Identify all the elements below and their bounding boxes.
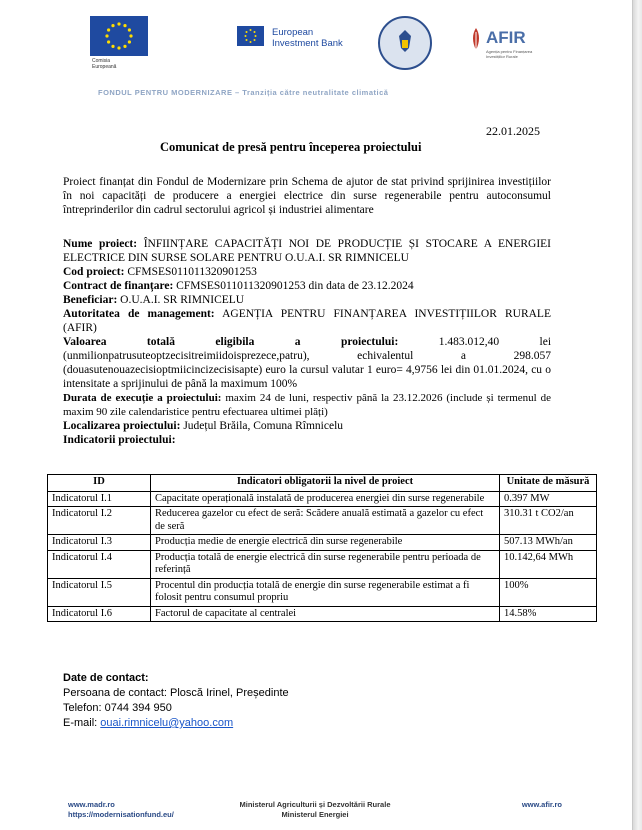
eu-label (92, 58, 116, 70)
table-row (48, 606, 597, 622)
eu-label-line1: Comisia (92, 58, 111, 64)
intro-text: Proiect finanțat din Fondul de Modernizare prin Schema de ajutor de stat privind sprijinirea investițiilor în noi capacități de producere a energiei electrice din surse regenerabile pentru autoconsumul întreprinderilor din cadrul sectorului agricol și industriei alimentare (63, 176, 551, 216)
cell-unit: 10.142,64 MWh (500, 550, 597, 578)
indicators-table (47, 474, 597, 622)
table-row (48, 550, 597, 578)
footer-afir-link[interactable]: www.afir.ro (521, 800, 562, 809)
footer-ministry-energy: Ministerul Energiei (281, 810, 349, 819)
email-link[interactable]: ouai.rimnicelu@yahoo.com (100, 717, 234, 729)
eib-label-line1: European (272, 27, 314, 38)
beneficiary-value: O.U.A.I. SR RIMNICELU (120, 294, 245, 306)
eib-label (272, 27, 343, 49)
eu-label-line2: Europeană (92, 64, 117, 70)
header-id: ID (48, 475, 151, 492)
table-row (48, 578, 597, 606)
cell-id: Indicatorul I.2 (48, 507, 151, 535)
cell-indicator: Producția totală de energie electrică din surse regenerabile pentru perioada de referință (151, 550, 500, 578)
eib-label-line2: Investment Bank (272, 38, 343, 49)
letterhead (0, 0, 632, 105)
location-value: Județul Brăila, Comuna Rîmnicelu (183, 420, 344, 432)
project-code-value: CFMSES011011320901253 (127, 266, 257, 278)
footer-modernisationfund-link[interactable]: https://modernisationfund.eu/ (68, 810, 174, 819)
value-text: 1.483.012,40 lei (unmilionpatrusuteoptzecisitreimiidoisprezece,patru), echivalentul a 298.057 (douasutenouazecisioptmiicincizecisisapte) euro la cursul valutar 1 euro= 4,9756 lei din 01.01.2024, cu o intensitate a sprijinului de până la maximum 100% (63, 336, 552, 390)
contract-value: CFMSES011011320901253 din data de 23.12.2024 (176, 280, 414, 292)
afir-subtitle: Agenția pentru Finanțarea Investițiilor Rurale (486, 49, 533, 59)
project-code-row (63, 265, 551, 279)
project-code-label: Cod proiect: (63, 266, 125, 278)
document-date: 22.01.2025 (486, 124, 540, 138)
contact-phone: Telefon: 0744 394 950 (63, 702, 172, 714)
eagle-crest-icon (380, 18, 430, 68)
duration-label: Durata de execuție a proiectului: (63, 392, 222, 404)
fund-tagline: FONDUL PENTRU MODERNIZARE – Tranziția către neutralitate climatică (98, 88, 389, 97)
eu-flag-logo (90, 16, 148, 56)
cell-id: Indicatorul I.5 (48, 578, 151, 606)
header-indicator: Indicatori obligatorii la nivel de proiect (151, 475, 500, 492)
eib-stars-icon (237, 26, 264, 46)
table-header-row (48, 475, 597, 492)
table-row (48, 535, 597, 551)
value-row (63, 335, 551, 391)
cell-id: Indicatorul I.3 (48, 535, 151, 551)
eib-logo (237, 26, 264, 46)
authority-row (63, 307, 551, 335)
document-title: Comunicat de presă pentru începerea proiectului (160, 140, 422, 154)
location-row (63, 419, 551, 433)
duration-value: maxim 24 de luni, respectiv până la 23.12.2026 (include și termenul de maxim 90 zile calendaristice pentru efectuarea ultimei plăți) (63, 392, 551, 418)
cell-unit: 507.13 MWh/an (500, 535, 597, 551)
cell-unit: 310.31 t CO2/an (500, 507, 597, 535)
project-name-value: ÎNFIINȚARE CAPACITĂȚI NOI DE PRODUCȚIE ȘI STOCARE A ENERGIEI ELECTRICE DIN SURSE SOLARE PENTRU O.U.A.I. SR RIMNICELU (63, 238, 551, 264)
footer-ministry-agriculture: Ministerul Agriculturii și Dezvoltării Rurale (239, 800, 391, 809)
cell-unit: 0.397 MW (500, 491, 597, 507)
cell-indicator: Procentul din producția totală de energie din surse regenerabile estimat a fi folosit pentru consumul propriu (151, 578, 500, 606)
beneficiary-label: Beneficiar: (63, 294, 118, 306)
table-row (48, 491, 597, 507)
page-footer (68, 800, 562, 820)
page-edge-shadow (632, 0, 642, 830)
afir-wheat-icon (468, 26, 484, 52)
eu-stars-icon (90, 16, 148, 56)
intro-paragraph (63, 175, 551, 217)
footer-madr-link[interactable]: www.madr.ro (68, 800, 115, 809)
email-label: E-mail: (63, 717, 101, 729)
duration-row (63, 391, 551, 419)
table-row (48, 507, 597, 535)
cell-id: Indicatorul I.4 (48, 550, 151, 578)
cell-unit: 14.58% (500, 606, 597, 622)
header-unit: Unitate de măsură (500, 475, 597, 492)
contact-heading: Date de contact: (63, 672, 149, 684)
value-label: Valoarea totală eligibila a proiectului: (63, 336, 399, 348)
project-details (63, 237, 551, 447)
authority-value: AGENȚIA PENTRU FINANȚAREA INVESTIȚIILOR RURALE (AFIR) (63, 308, 551, 334)
contract-label: Contract de finanțare: (63, 280, 174, 292)
cell-id: Indicatorul I.1 (48, 491, 151, 507)
cell-indicator: Factorul de capacitate al centralei (151, 606, 500, 622)
footer-row-2 (68, 810, 562, 820)
contract-row (63, 279, 551, 293)
project-name-label: Nume proiect: (63, 238, 138, 250)
cell-indicator: Reducerea gazelor cu efect de seră: Scădere anuală estimată a gazelor cu efect de seră (151, 507, 500, 535)
authority-label: Autoritatea de management: (63, 308, 215, 320)
contact-email-row (63, 717, 289, 729)
footer-row-1 (68, 800, 562, 810)
beneficiary-row (63, 293, 551, 307)
project-name-row (63, 237, 551, 265)
cell-unit: 100% (500, 578, 597, 606)
contact-person: Persoana de contact: Ploscă Irinel, Președinte (63, 687, 289, 699)
cell-indicator: Producția medie de energie electrică din surse regenerabile (151, 535, 500, 551)
afir-logo-text: AFIR (486, 28, 526, 47)
location-label: Localizarea proiectului: (63, 420, 181, 432)
cell-id: Indicatorul I.6 (48, 606, 151, 622)
cell-indicator: Capacitate operațională instalată de producerea energiei din surse regenerabile (151, 491, 500, 507)
indicators-heading: Indicatorii proiectului: (63, 434, 176, 446)
contact-section (63, 672, 289, 729)
romanian-government-seal (378, 16, 432, 70)
